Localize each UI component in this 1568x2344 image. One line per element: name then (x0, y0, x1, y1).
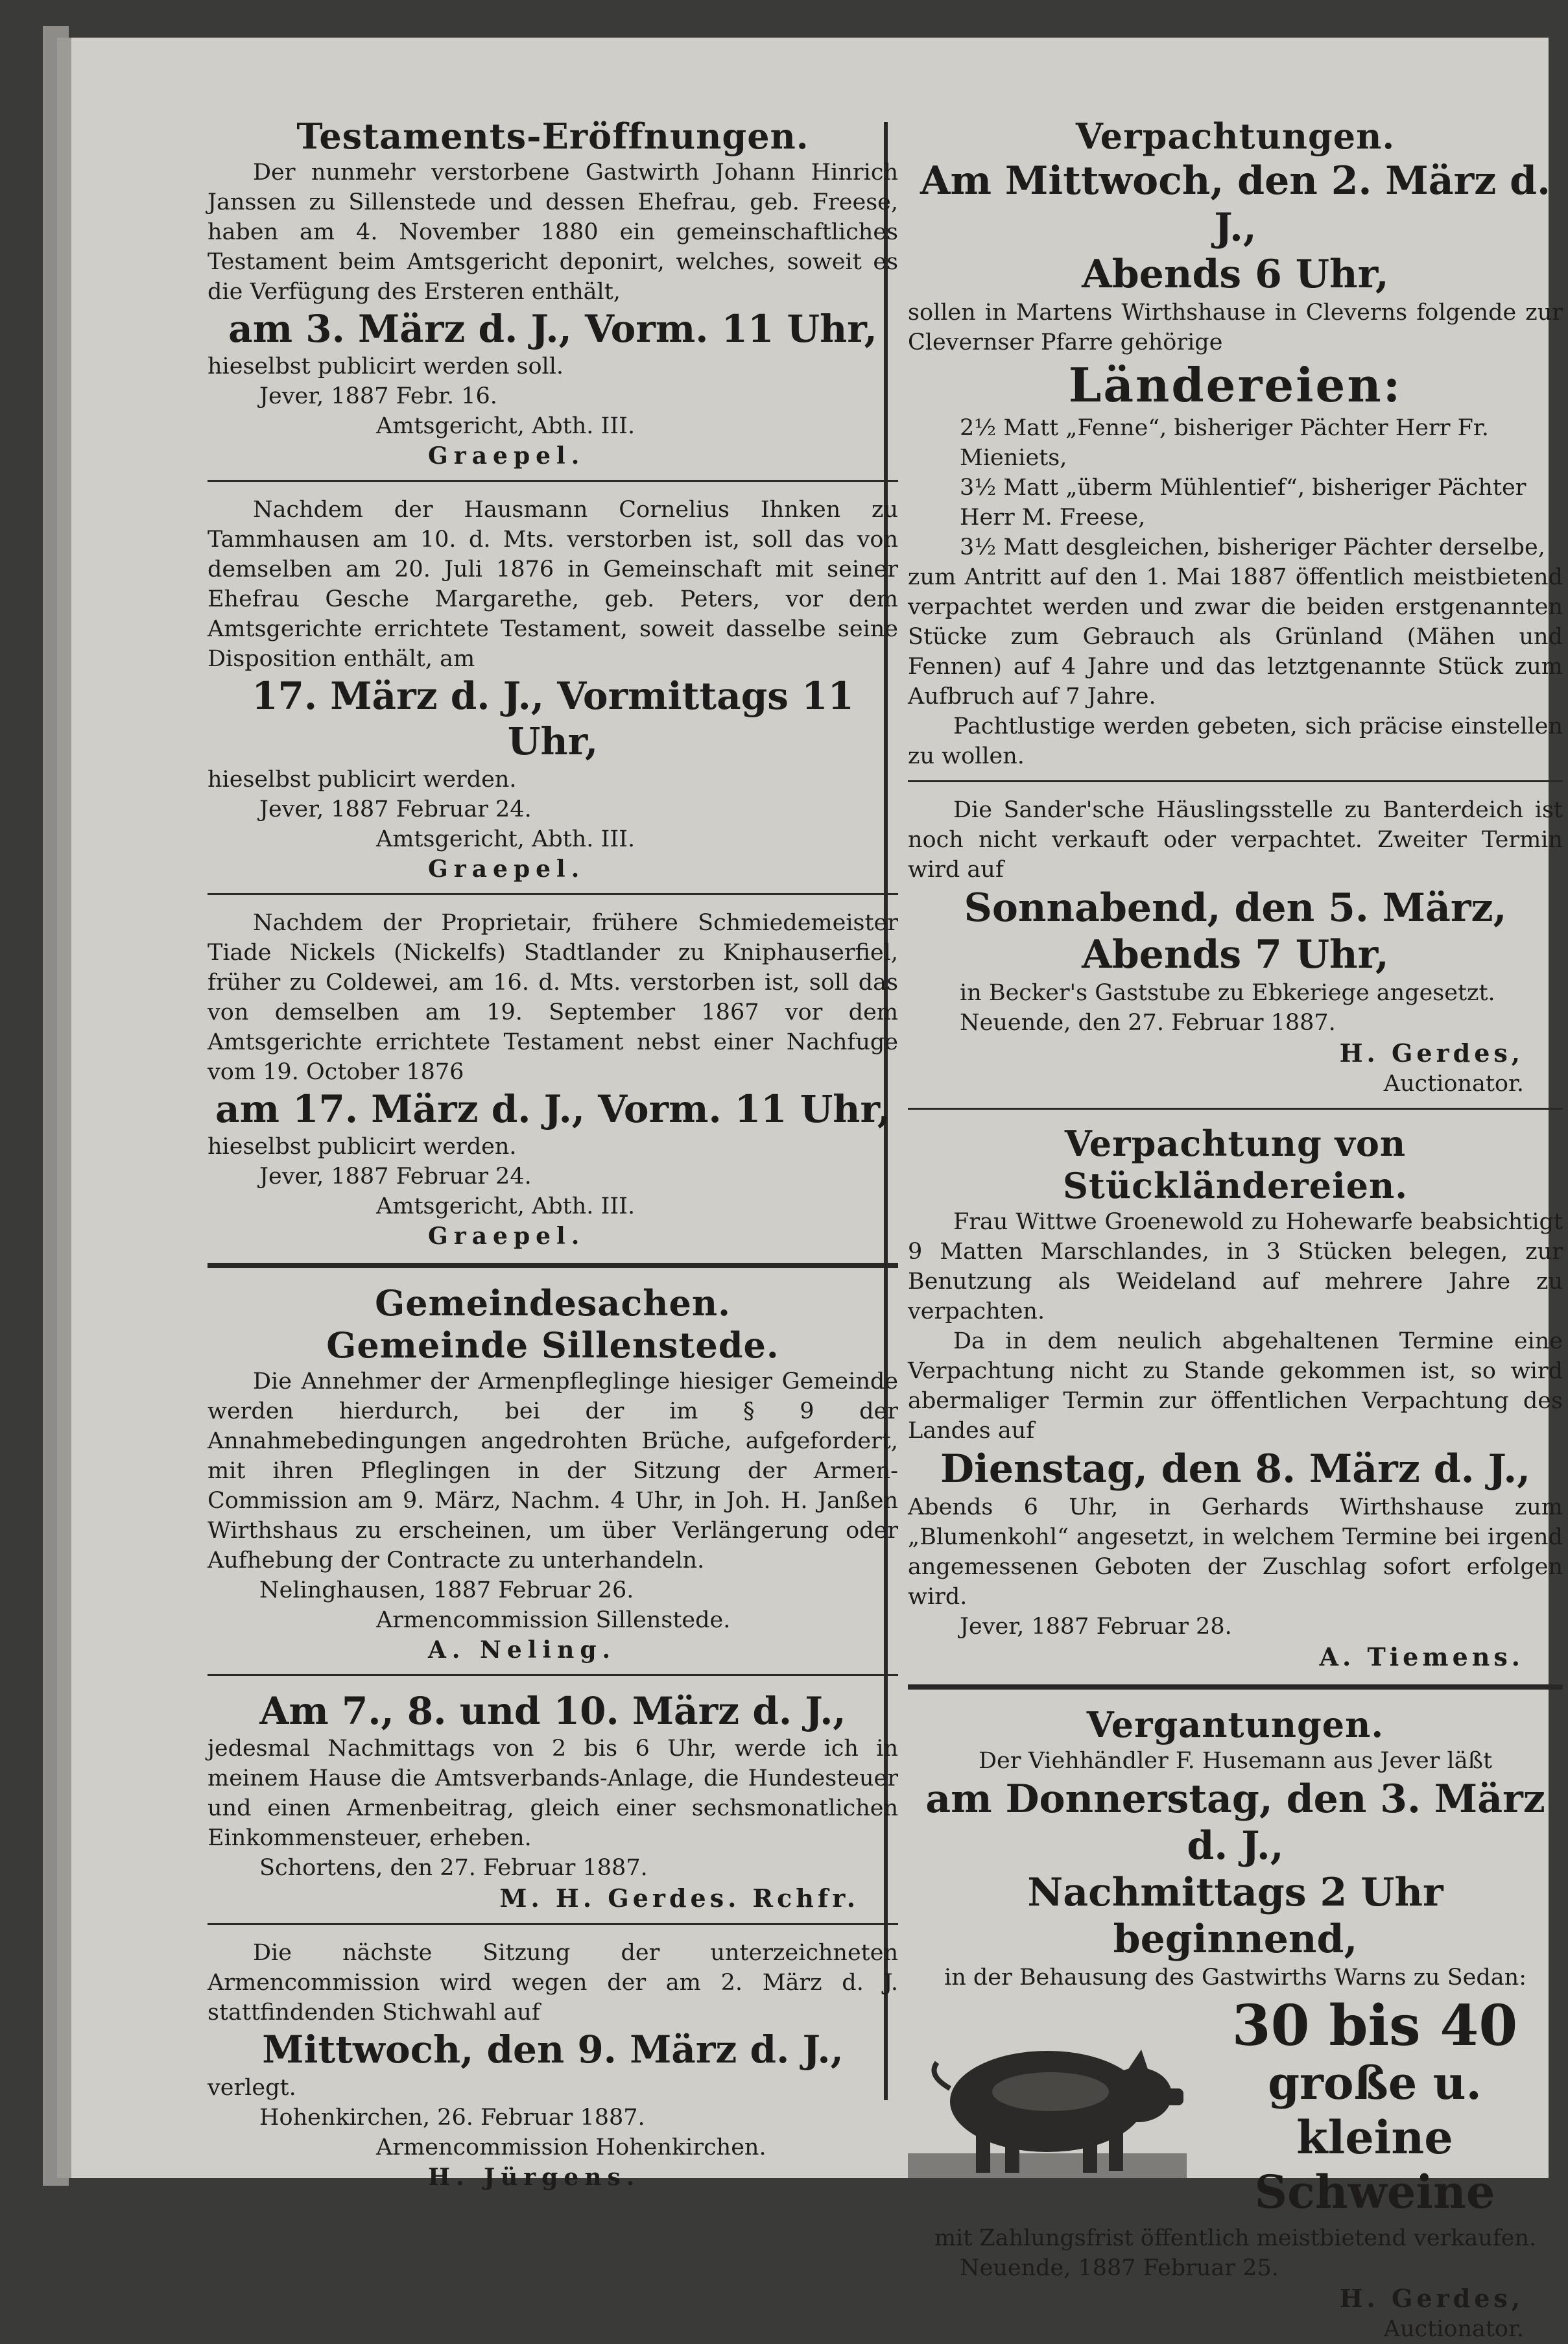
sander-after: in Becker's Gaststube zu Ebkeriege angesetzt. (960, 980, 1495, 1007)
notice2-court: Amtsgericht, Abth. III. (376, 826, 636, 852)
stueck-date: Dienstag, den 8. März d. J., (940, 1446, 1530, 1492)
notice1-place: Jever, 1887 Febr. 16. (259, 383, 497, 410)
notice3-date: am 17. März d. J., Vorm. 11 Uhr, (215, 1086, 891, 1131)
sander-signature: H. Gerdes, (1339, 1038, 1524, 1068)
notice1-signature: Graepel. (428, 442, 586, 470)
divider (208, 480, 898, 482)
gemeinde-org: Armencommission Sillenstede. (376, 1607, 731, 1633)
pig-offer (1187, 1992, 1563, 2219)
divider (908, 1108, 1563, 1110)
notice3-body: Nachdem der Proprietair, frühere Schmiedemeister Tiade Nickels (Nickelfs) Stadtlander zu Kniphauserfiel, früher zu Coldewei, am 16. d. Mts. verstorben ist, soll das von demselben am 19. September 1867 vor dem Amtsgerichte errichtete Testament nebst einer Nachfuge vom 19. October 1876 (208, 909, 898, 1085)
stueck-heading: Verpachtung von Stückländereien. (1062, 1123, 1408, 1206)
amt-body: jedesmal Nachmittags von 2 bis 6 Uhr, werde ich in meinem Hause die Amtsverbands-Anlage, die Hundesteuer und einen Armenbeitrag, gleich einer sechsmonatlichen Einkommensteuer, erheben. (208, 1736, 898, 1852)
sitzung-org: Armencommission Hohenkirchen. (376, 2134, 766, 2160)
notice2-after: hieselbst publicirt werden. (208, 766, 517, 793)
vergant-heading: Vergantungen. (1086, 1703, 1384, 1745)
gemeinde-subheading: Gemeinde Sillenstede. (326, 1324, 779, 1366)
verpacht-body2: Pachtlustige werden gebeten, sich präcise einstellen zu wollen. (908, 713, 1563, 770)
pig-illustration-row (908, 1992, 1563, 2219)
notice2-date: 17. März d. J., Vormittags 11 Uhr, (252, 674, 854, 763)
stueck-place: Jever, 1887 Februar 28. (960, 1613, 1232, 1640)
stueck-body2: Da in dem neulich abgehaltenen Termine eine Verpachtung nicht zu Stande gekommen ist, so wird abermaliger Termin zur öffentlichen Verpachtung des Landes auf (908, 1328, 1563, 1444)
sander-place: Neuende, den 27. Februar 1887. (960, 1010, 1336, 1036)
vergant-location: in der Behausung des Gastwirths Warns zu Sedan: (944, 1964, 1526, 1991)
stueck-signature: A. Tiemens. (1319, 1642, 1524, 1671)
sitzung-signature: H. Jürgens. (428, 2163, 641, 2191)
sander-time: Abends 7 Uhr, (1082, 932, 1389, 978)
amt-signature: M. H. Gerdes. Rchfr. (499, 1884, 859, 1913)
vergant-signature: H. Gerdes, (1339, 2283, 1524, 2313)
vergant-time: Nachmittags 2 Uhr beginnend, (1027, 1869, 1443, 1962)
section-divider (908, 1684, 1563, 1690)
vergant-place: Neuende, 1887 Februar 25. (960, 2254, 1279, 2281)
amt-date: Am 7., 8. und 10. März d. J., (259, 1688, 846, 1733)
notice1-date: am 3. März d. J., Vorm. 11 Uhr, (228, 306, 877, 351)
right-column (908, 115, 1563, 2344)
divider (208, 1923, 898, 1925)
sitzung-date: Mittwoch, den 9. März d. J., (262, 2027, 844, 2072)
sander-role: Auctionator. (1383, 1071, 1524, 1097)
sitzung-body: Die nächste Sitzung der unterzeichneten Armencommission wird wegen der am 2. März d. J. stattfindenden Stichwahl auf (208, 1940, 898, 2026)
notice3-after: hieselbst publicirt werden. (208, 1134, 517, 1160)
verpacht-time: Abends 6 Uhr, (1082, 251, 1389, 297)
pig-count: 30 bis 40 (1231, 1992, 1518, 2059)
verpacht-date: Am Mittwoch, den 2. März d. J., (920, 158, 1551, 250)
left-column (208, 115, 898, 2192)
notice1-court: Amtsgericht, Abth. III. (376, 413, 636, 440)
notice3-signature: Graepel. (428, 1223, 586, 1250)
verpacht-item: 2½ Matt „Fenne“, bisheriger Pächter Herr Fr. Mieniets, (960, 415, 1489, 472)
notice1-after: hieselbst publicirt werden soll. (208, 353, 564, 380)
notice2-body: Nachdem der Hausmann Cornelius Ihnken zu Tammhausen am 10. d. Mts. verstorben ist, soll das von demselben am 20. Juli 1876 in Gemeinschaft mit seiner Ehefrau Gesche Margarethe, geb. Peters, vor dem Amtsgerichte errichtete Testament, soweit dasselbe seine Disposition enthält, am (208, 497, 898, 673)
sander-date: Sonnabend, den 5. März, (964, 885, 1507, 931)
vergant-role: Auctionator. (1383, 2315, 1524, 2342)
newspaper-page (57, 38, 1563, 2342)
notice3-place: Jever, 1887 Februar 24. (259, 1164, 532, 1190)
verpacht-heading: Verpachtungen. (1075, 115, 1396, 157)
sander-body: Die Sander'sche Häuslingsstelle zu Banterdeich ist noch nicht verkauft oder verpachtet. Zweiter Termin wird auf (908, 797, 1563, 883)
vergant-date: am Donnerstag, den 3. März d. J., (925, 1776, 1545, 1869)
amt-place: Schortens, den 27. Februar 1887. (259, 1855, 648, 1882)
verpacht-intro: sollen in Martens Wirthshause in Cleverns folgende zur Clevernser Pfarre gehörige (908, 299, 1563, 355)
pig-size: große u. kleine (1268, 2055, 1482, 2164)
verpacht-body: zum Antritt auf den 1. Mai 1887 öffentlich meistbietend verpachtet werden und zwar die beiden erstgenannten Stücke zum Gebrauch als Grünland (Mähen und Fennen) auf 4 Jahre und das letztgenannte Stück zum Aufbruch auf 7 Jahre. (908, 564, 1563, 710)
pig-word: Schweine (1254, 2164, 1495, 2219)
sitzung-place: Hohenkirchen, 26. Februar 1887. (259, 2104, 645, 2131)
vergant-after: mit Zahlungsfrist öffentlich meistbietend verkaufen. (934, 2225, 1537, 2251)
sitzung-after: verlegt. (208, 2074, 296, 2101)
verpacht-item: 3½ Matt „überm Mühlentief“, bisheriger Pächter Herr M. Freese, (960, 475, 1526, 531)
verpacht-item: 3½ Matt desgleichen, bisheriger Pächter derselbe, (960, 534, 1545, 561)
stueck-body: Frau Wittwe Groenewold zu Hohewarfe beabsichtigt 9 Matten Marschlandes, in 3 Stücken belegen, zur Benutzung als Weideland auf mehrere Jahre zu verpachten. (908, 1208, 1563, 1324)
gemeinde-heading: Gemeindesachen. (375, 1282, 731, 1324)
gemeinde-place: Nelinghausen, 1887 Februar 26. (259, 1577, 634, 1603)
stueck-after: Abends 6 Uhr, in Gerhards Wirthshause zum „Blumenkohl“ angesetzt, in welchem Termine bei irgend angemessenen Geboten der Zuschlag sofort erfolgen wird. (908, 1494, 1563, 1610)
pig-illustration (908, 2024, 1187, 2192)
gemeinde-signature: A. Neling. (428, 1636, 617, 1664)
notice3-court: Amtsgericht, Abth. III. (376, 1193, 636, 1220)
notice2-signature: Graepel. (428, 855, 586, 883)
gemeinde-body: Die Annehmer der Armenpfleglinge hiesiger Gemeinde werden hierdurch, bei der im § 9 der Annahmebedingungen angedrohten Brüche, aufgefordert, mit ihren Pfleglingen in der Sitzung der Armen-Commission am 9. März, Nachm. 4 Uhr, in Joh. H. Janßen Wirthshaus zu erscheinen, um über Verlängerung oder Aufhebung der Contracte zu unterhandeln. (208, 1368, 898, 1573)
divider (208, 893, 898, 895)
verpacht-big: Ländereien: (1068, 357, 1403, 413)
testament-heading: Testaments-Eröffnungen. (296, 115, 809, 157)
notice2-place: Jever, 1887 Februar 24. (259, 796, 532, 822)
divider (908, 780, 1563, 782)
divider (208, 1674, 898, 1676)
vergant-intro: Der Viehhändler F. Husemann aus Jever läßt (978, 1747, 1493, 1774)
section-divider (208, 1263, 898, 1268)
notice1-body: Der nunmehr verstorbene Gastwirth Johann Hinrich Janssen zu Sillenstede und dessen Ehefrau, geb. Freese, haben am 4. November 1880 ein gemeinschaftliches Testament beim Amtsgericht deponirt, welches, soweit es die Verfügung des Ersteren enthält, (208, 159, 898, 305)
